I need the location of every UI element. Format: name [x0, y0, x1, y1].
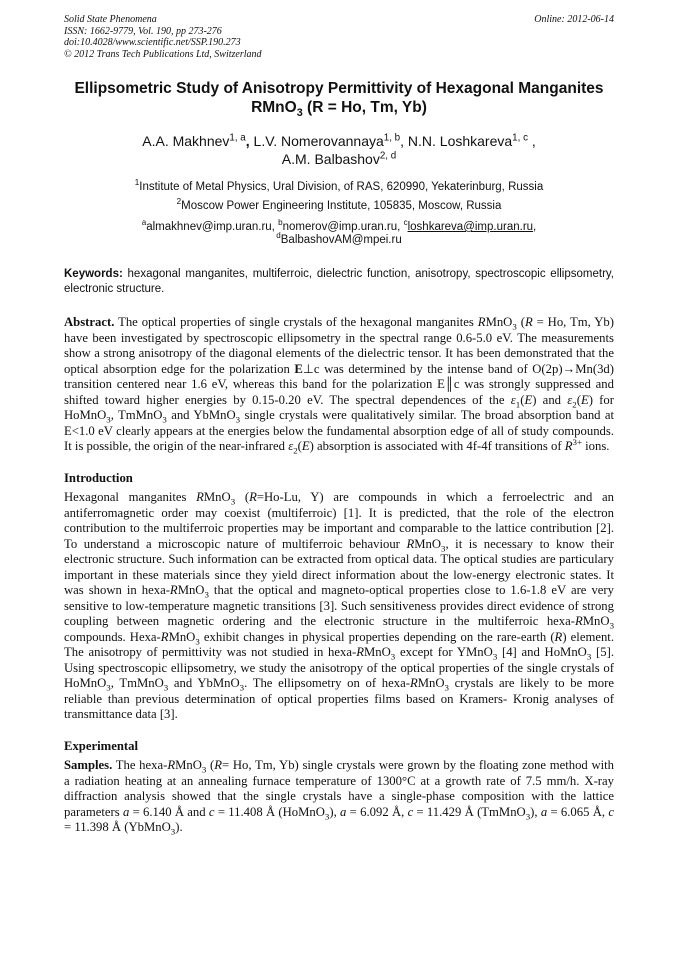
samples-label: Samples. — [64, 758, 113, 772]
affiliation-2: $^2$Moscow Power Engineering Institute, 105835, Moscow, Russia — [176, 197, 502, 212]
journal-issn: ISSN: 1662-9779, Vol. 190, pp 273-276 — [64, 25, 222, 37]
online-date: Online: 2012-06-14 — [534, 14, 614, 25]
author-emails: $^a$almakhnev@imp.uran.ru, $^b$nomerov@imp.uran.ru, $^c$loshkareva@imp.uran.ru, $^d$BalbashovAM@mpei.ru — [141, 218, 537, 246]
keywords-label: Keywords: — [64, 268, 123, 280]
abstract-label: Abstract. — [64, 315, 115, 329]
author-list: A.A. Makhnev$^{1, a}$, L.V. Nomerovannaya$^{1, b}$, N.N. Loshkareva$^{1, c}$ , A.M. Balbashov$^{2, d}$ — [142, 132, 536, 167]
journal-name: Solid State Phenomena — [64, 14, 157, 25]
experimental-heading: Experimental — [64, 738, 139, 753]
introduction-paragraph: Hexagonal manganites RMnO$_3$ (R=Ho-Lu, Y) are compounds in which a ferroelectric and an antiferromagnetic order may coexist (multiferroic) [1]. It is predicted, that the role of the electron contribution to the multiferroic properties may be important and comparable to the lattice contribution [2]. To understand a microscopic nature of multiferroic behaviour RMnO$_3$, it is necessary to know their electronic structure. Such information can be extracted from optical data. The optical studies are particulary important in these materials since they yield direct information about the low-energy electronic states. It was shown in hexa-RMnO$_3$ that the optical and magneto-optical properties close to 1.6-1.8 eV are very sensitive to low-temperature magnetic transitions [3]. Such sensitiveness provides direct evidence of strong coupling between magnetic ordering and the electronic structure in the multiferroic hexa-RMnO$_3$ compounds. Hexa-RMnO$_3$ exhibit changes in physical properties depending on the rare-earth (R) element. The anisotropy of permittivity was not studied in hexa-RMnO$_3$ except for YMnO$_3$ [4] and HoMnO$_3$ [5]. Using spectroscopic ellipsometry, we study the anisotropy of the optical properties of the single crystals of HoMnO$_3$, TmMnO$_3$ and YbMnO$_3$. The ellipsometry on of hexa-RMnO$_3$ crystals are likely to be more reliable than previous determination of optical properties films based on Kramers- Kronig analyses of transmittance data [3]. — [64, 490, 615, 721]
title-line-2: RMnO$_3$ (R = Ho, Tm, Yb) — [251, 99, 427, 120]
author-loshkareva: N.N. Loshkareva — [407, 133, 513, 149]
author-nomerovannaya: L.V. Nomerovannaya — [253, 133, 384, 149]
experimental-paragraph: Samples. The hexa-RMnO$_3$ (R= Ho, Tm, Yb) single crystals were grown by the floating zone method with a radiation heating at an annealing furnace temperature of 1300°C at a growth rate of 7.5 mm/h. X-ray diffraction analysis showed that the single crystals have a single-phase composition with the lattice parameters a = 6.140 Å and c = 11.408 Å (HoMnO$_3$), a = 6.092 Å, c = 11.429 Å (TmMnO$_3$), a = 6.065 Å, c = 11.398 Å (YbMnO$_3$). — [64, 758, 615, 837]
email-makhnev[interactable]: almakhnev@imp.uran.ru, — [146, 221, 275, 233]
email-balbashov[interactable]: BalbashovAM@mpei.ru — [280, 234, 402, 246]
journal-copyright: © 2012 Trans Tech Publications Ltd, Switzerland — [64, 48, 262, 60]
journal-header — [64, 14, 614, 60]
journal-doi: doi:10.4028/www.scientific.net/SSP.190.273 — [64, 37, 241, 48]
email-nomerov[interactable]: nomerov@imp.uran.ru, — [282, 221, 401, 233]
author-balbashov: A.M. Balbashov — [281, 151, 380, 167]
keywords — [64, 267, 614, 297]
introduction-heading: Introduction — [64, 470, 133, 485]
email-loshkareva[interactable]: loshkareva@imp.uran.ru — [407, 221, 534, 233]
paper-title — [64, 79, 614, 120]
keywords-text: hexagonal manganites, multiferroic, dielectric function, anisotropy, spectroscopic ellipsometry, electronic structure. — [64, 268, 614, 295]
affiliation-1: $^1$Institute of Metal Physics, Ural Division, of RAS, 620990, Yekaterinburg, Russia — [134, 178, 544, 193]
abstract: Abstract. The optical properties of single crystals of the hexagonal manganites RMnO$_3$ (R = Ho, Tm, Yb) have been investigated by spectroscopic ellipsometry in the spectral range 0.6-5.0 eV. The measurements show a strong anisotropy of the diagonal elements of the dielectric tensor. It has been demonstrated that the optical absorption edge for the polarization E⊥c was determined by the intense band of O(2p)→Mn(3d) transition centered near 1.6 eV, whereas this band for the polarization E║c was strongly suppressed and shifted toward higher energies by 0.15-0.20 eV. The spectral dependences of the $\varepsilon_1(E)$ and $\varepsilon_2(E)$ for HoMnO$_3$, TmMnO$_3$ and YbMnO$_3$ single crystals were qualitatively similar. The broad absorption band at E<1.0 eV clearly appears at the energies below the fundamental absorption edge of all of study compounds. It is possible, the origin of the near-infrared $\varepsilon_2(E)$ absorption is associated with 4f-4f transitions of $R^{3+}$ ions. — [64, 315, 615, 456]
title-line-1: Ellipsometric Study of Anisotropy Permittivity of Hexagonal Manganites — [74, 80, 604, 97]
author-makhnev: A.A. Makhnev — [142, 133, 230, 149]
